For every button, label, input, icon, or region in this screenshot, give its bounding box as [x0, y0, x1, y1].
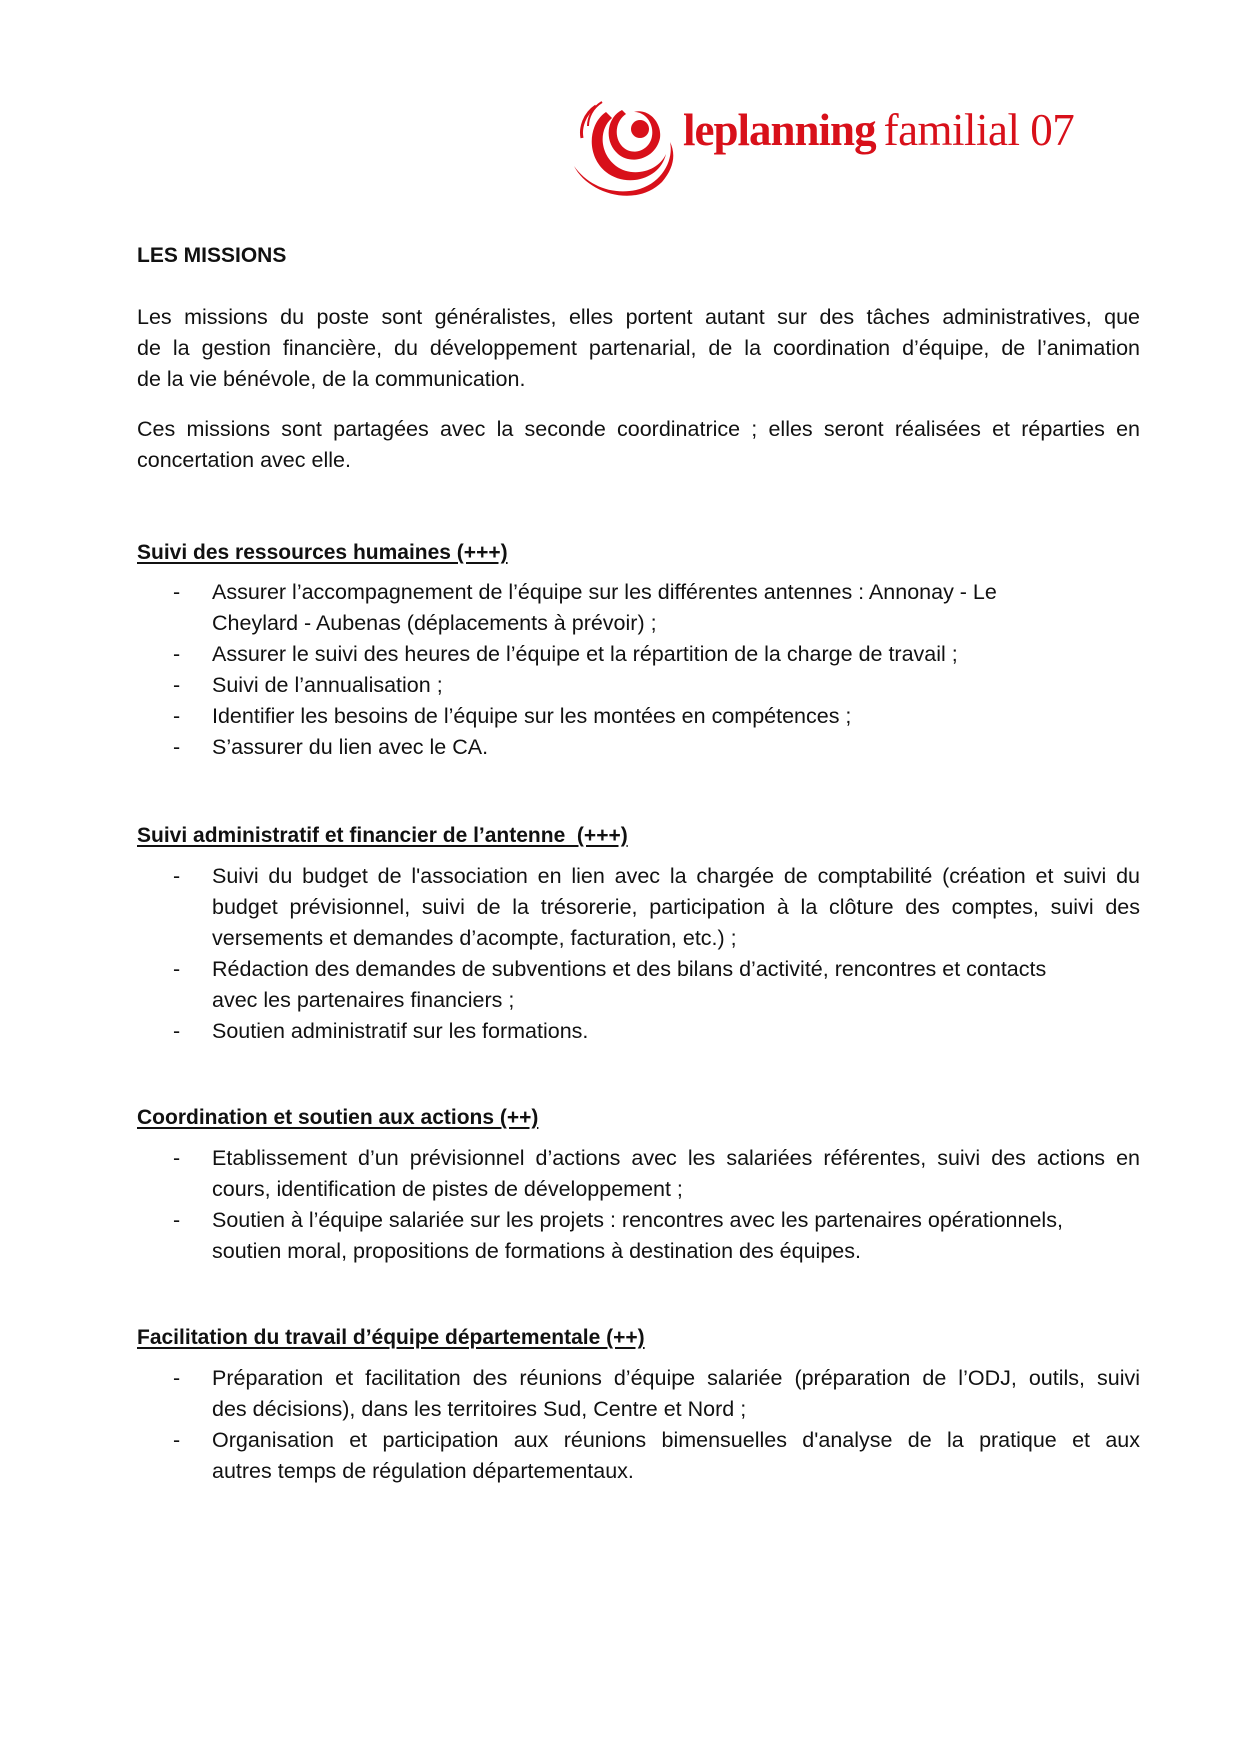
- bullet-list: [137, 861, 1140, 1047]
- bullet-dash: -: [173, 1428, 181, 1452]
- list-item: [137, 954, 1140, 1016]
- list-item: [137, 670, 1140, 701]
- item-line: avec les partenaires financiers ;: [212, 988, 515, 1012]
- paragraph-line: de la gestion financière, du développement partenarial, de la coordination d’équipe, de l’animation: [137, 336, 1140, 360]
- item-line: Préparation et facilitation des réunions d’équipe salariée (préparation de l’ODJ, outils, suivi: [212, 1366, 1140, 1390]
- section-heading: Suivi administratif et financier de l’antenne (+++): [137, 824, 628, 847]
- paragraph-line: de la vie bénévole, de la communication.: [137, 367, 526, 391]
- paragraph-line: Les missions du poste sont généralistes, elles portent autant sur des tâches administratives, que: [137, 305, 1140, 329]
- intro-paragraph-2: [137, 414, 1140, 476]
- list-item: [137, 639, 1140, 670]
- item-line: S’assurer du lien avec le CA.: [212, 735, 489, 759]
- list-item: [137, 1363, 1140, 1425]
- bullet-dash: -: [173, 1146, 181, 1170]
- section-heading: Coordination et soutien aux actions (++): [137, 1106, 539, 1129]
- list-item: [137, 701, 1140, 732]
- list-item: [137, 732, 1140, 763]
- bullet-dash: -: [173, 1019, 181, 1043]
- bullet-dash: -: [173, 673, 181, 697]
- item-line: Soutien administratif sur les formations.: [212, 1019, 589, 1043]
- bullet-dash: -: [173, 580, 181, 604]
- list-item: [137, 1205, 1140, 1267]
- section-coordination-actions: [137, 1102, 1140, 1267]
- paragraph-line: Ces missions sont partagées avec la seconde coordinatrice ; elles seront réalisées et réparties en: [137, 417, 1140, 441]
- bullet-dash: -: [173, 1366, 181, 1390]
- item-line: Organisation et participation aux réunions bimensuelles d'analyse de la pratique et aux: [212, 1428, 1140, 1452]
- paragraph-line: concertation avec elle.: [137, 448, 351, 472]
- bullet-list: [137, 577, 1140, 763]
- list-item: [137, 577, 1140, 639]
- section-ressources-humaines: [137, 537, 1140, 763]
- bullet-dash: -: [173, 642, 181, 666]
- bullet-list: [137, 1363, 1140, 1487]
- list-item: [137, 1016, 1140, 1047]
- bullet-dash: -: [173, 864, 181, 888]
- list-item: [137, 861, 1140, 954]
- item-line: Etablissement d’un prévisionnel d’actions avec les salariées référentes, suivi des actions en: [212, 1146, 1140, 1170]
- section-travail-equipe: [137, 1322, 1140, 1487]
- list-item: [137, 1425, 1140, 1487]
- item-line: Soutien à l’équipe salariée sur les projets : rencontres avec les partenaires opérationnels,: [212, 1208, 1063, 1232]
- item-line: Rédaction des demandes de subventions et des bilans d’activité, rencontres et contacts: [212, 957, 1047, 981]
- logo-text-bold: leplanning: [683, 105, 876, 155]
- page-title: LES MISSIONS: [137, 244, 287, 267]
- item-line: soutien moral, propositions de formations à destination des équipes.: [212, 1239, 861, 1263]
- item-line: cours, identification de pistes de développement ;: [212, 1177, 683, 1201]
- logo: [566, 98, 1186, 206]
- bullet-dash: -: [173, 735, 181, 759]
- item-line: budget prévisionnel, suivi de la trésorerie, participation à la clôture des comptes, suivi des: [212, 895, 1140, 919]
- item-line: autres temps de régulation départementaux.: [212, 1459, 634, 1483]
- item-line: Assurer le suivi des heures de l’équipe et la répartition de la charge de travail ;: [212, 642, 958, 666]
- bullet-dash: -: [173, 957, 181, 981]
- item-line: Cheylard - Aubenas (déplacements à prévoir) ;: [212, 611, 657, 635]
- item-line: Suivi du budget de l'association en lien avec la chargée de comptabilité (création et suivi du: [212, 864, 1140, 888]
- item-line: versements et demandes d’acompte, facturation, etc.) ;: [212, 926, 737, 950]
- item-line: Assurer l’accompagnement de l’équipe sur les différentes antennes : Annonay - Le: [212, 580, 997, 604]
- spiral-logo-icon: [566, 98, 684, 206]
- list-item: [137, 1143, 1140, 1205]
- item-line: des décisions), dans les territoires Sud, Centre et Nord ;: [212, 1397, 747, 1421]
- section-administratif-financier: [137, 820, 1140, 1047]
- item-line: Suivi de l’annualisation ;: [212, 673, 443, 697]
- section-heading: Facilitation du travail d’équipe départementale (++): [137, 1326, 645, 1349]
- section-heading: Suivi des ressources humaines (+++): [137, 541, 508, 564]
- bullet-dash: -: [173, 1208, 181, 1232]
- logo-text-regular: familial 07: [883, 105, 1075, 155]
- item-line: Identifier les besoins de l’équipe sur les montées en compétences ;: [212, 704, 852, 728]
- intro-paragraph-1: [137, 302, 1140, 395]
- bullet-dash: -: [173, 704, 181, 728]
- bullet-list: [137, 1143, 1140, 1267]
- logo-wordmark: [683, 104, 1074, 156]
